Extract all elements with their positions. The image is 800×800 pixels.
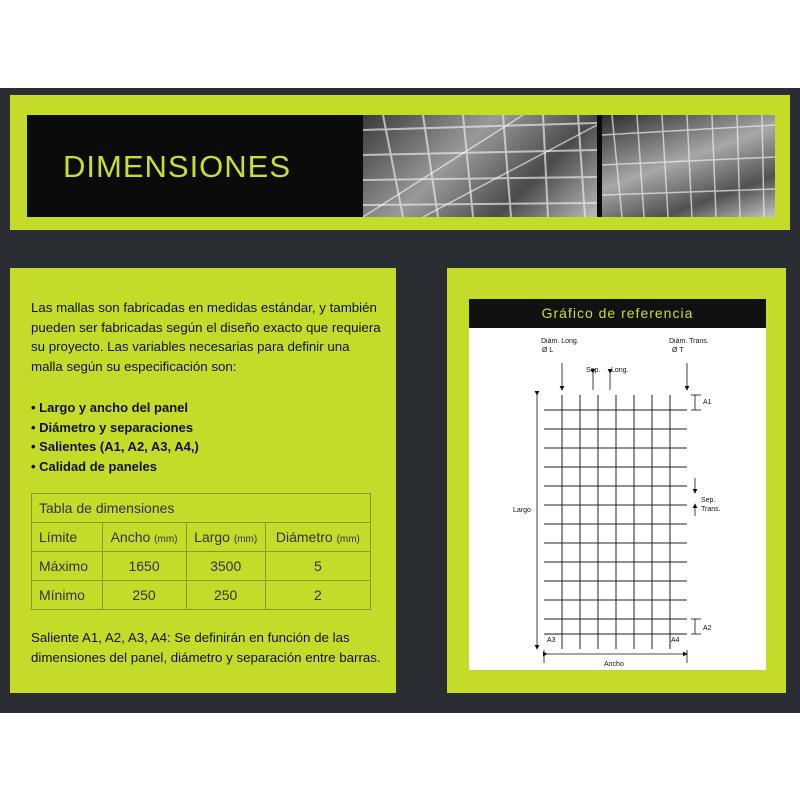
table-cell: Mínimo [32,581,103,610]
header-width: Ancho (mm) [102,523,186,552]
header-limit: Límite [32,523,103,552]
header-length: Largo (mm) [186,523,265,552]
list-item: • Calidad de paneles [31,457,381,477]
reference-title: Gráfico de referencia [469,299,766,328]
footer-note: Saliente A1, A2, A3, A4: Se definirán en función de las dimensiones del panel, diámetro y separación entre barras. [31,630,381,665]
table-header-row [32,523,371,552]
label-a3: A3 [547,637,556,644]
table-cell: 250 [102,581,186,610]
mesh-diagram [469,328,766,670]
table-cell: 3500 [186,552,265,581]
banner-title: DIMENSIONES [63,149,292,184]
label-largo: Largo [513,507,531,514]
label-diam-long: Diám. Long. [541,338,579,345]
table-caption: Tabla de dimensiones [32,494,371,523]
table-row [32,552,371,581]
table-cell: 2 [265,581,370,610]
banner [27,115,775,217]
mesh-photo-left [363,115,597,217]
table-cell: 5 [265,552,370,581]
requirements-list [31,398,381,476]
label-sep-long-b: Long. [611,367,629,374]
reference-card [469,299,766,670]
table-cell: 1650 [102,552,186,581]
table-cell: 250 [186,581,265,610]
header-diameter: Diámetro (mm) [265,523,370,552]
label-diam-long-symbol: Ø L [542,347,554,354]
label-sep-trans-a: Sep. [701,497,716,504]
label-a1: A1 [703,399,712,406]
list-item: • Salientes (A1, A2, A3, A4,) [31,437,381,457]
table-cell: Máximo [32,552,103,581]
label-sep-trans-b: Trans. [701,506,721,513]
table-row [32,581,371,610]
list-item: • Largo y ancho del panel [31,398,381,418]
list-item: • Diámetro y separaciones [31,418,381,438]
label-a2: A2 [703,625,712,632]
label-diam-trans: Diám. Trans. [669,338,709,345]
label-sep-long-a: Sep. [586,367,601,374]
mesh-photo-right [602,115,775,217]
dimensions-table [31,493,371,610]
label-diam-trans-symbol: Ø T [672,347,684,354]
mesh-grid [544,395,687,649]
label-a4: A4 [671,637,680,644]
intro-text: Las mallas son fabricadas en medidas estándar, y también pueden ser fabricadas según el diseño exacto que requiera su proyecto. Las variables necesarias para definir una malla según su especificación son: [31,300,381,374]
label-ancho: Ancho [604,661,624,668]
